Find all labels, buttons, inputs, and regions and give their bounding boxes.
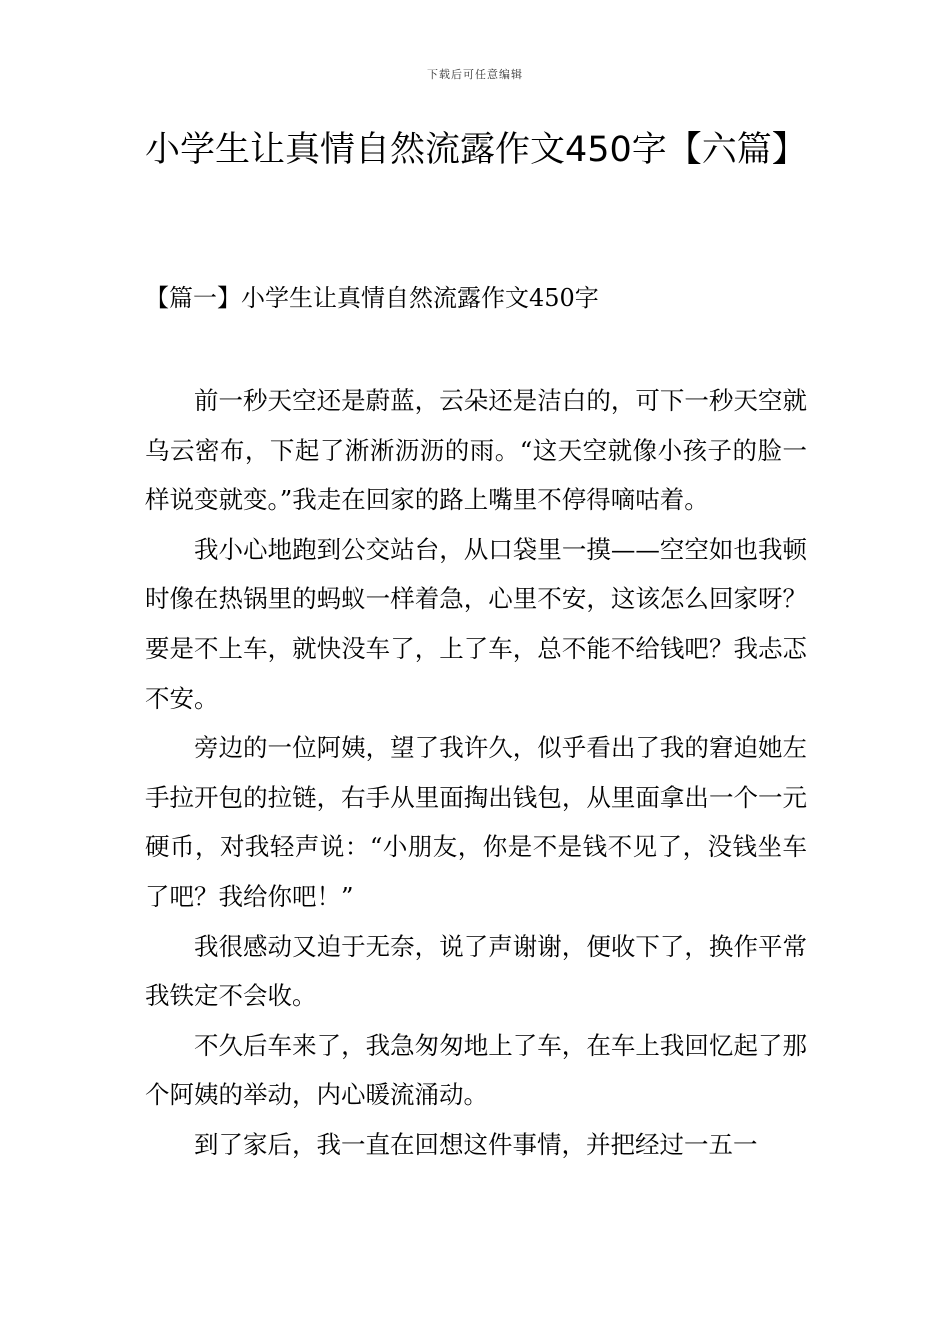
body-text [145,376,807,1170]
section-heading: 【篇一】小学生让真情自然流露作文450字 [145,284,599,312]
paragraph-5: 不久后车来了，我急匆匆地上了车，在车上我回忆起了那个阿姨的举动，内心暖流涌动。 [145,1030,807,1110]
document-title: 小学生让真情自然流露作文450字【六篇】 [145,130,807,170]
paragraph-1: 前一秒天空还是蔚蓝，云朵还是洁白的，可下一秒天空就乌云密布，下起了淅淅沥沥的雨。“这天空就像小孩子的脸一样说变就变。”我走在回家的路上嘴里不停得嘀咕着。 [145,386,807,515]
paragraph-4: 我很感动又迫于无奈，说了声谢谢，便收下了，换作平常我铁定不会收。 [145,931,807,1011]
paragraph-6: 到了家后，我一直在回想这件事情，并把经过一五一 [194,1129,758,1159]
header-note: 下载后可任意编辑 [427,68,523,81]
paragraph-2: 我小心地跑到公交站台，从口袋里一摸——空空如也我顿时像在热锅里的蚂蚁一样着急，心里不安，这该怎么回家呀？要是不上车，就快没车了，上了车，总不能不给钱吧？我忐忑不安。 [145,534,807,713]
paragraph-3: 旁边的一位阿姨，望了我许久，似乎看出了我的窘迫她左手拉开包的拉链，右手从里面掏出钱包，从里面拿出一个一元硬币，对我轻声说：“小朋友，你是不是钱不见了，没钱坐车了吧？我给你吧！” [145,733,807,911]
